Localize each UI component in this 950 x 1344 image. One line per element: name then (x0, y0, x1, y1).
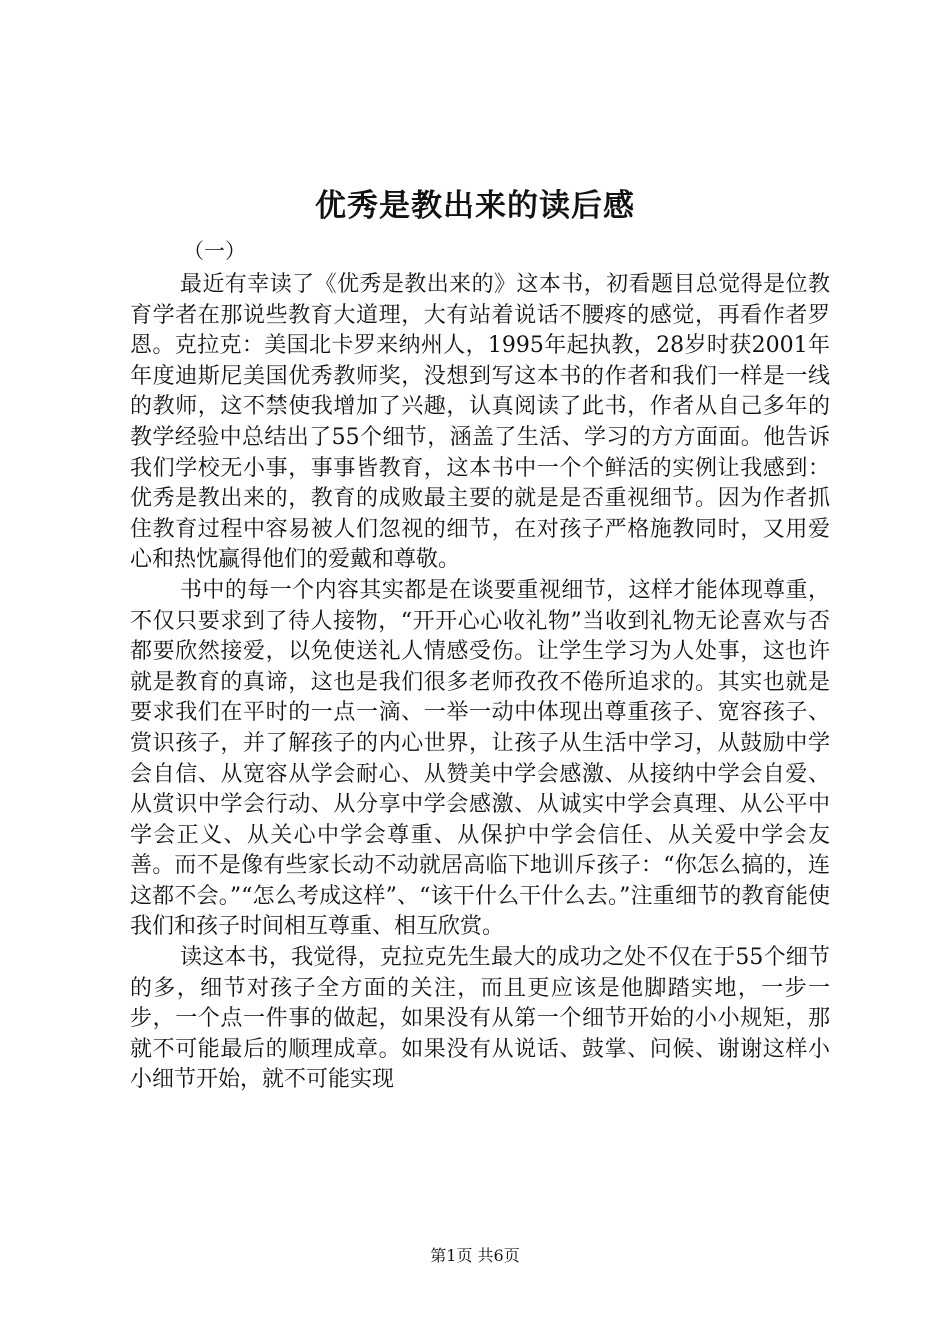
page-number-footer: 第1页 共6页 (430, 1246, 520, 1265)
paragraph-3: 读这本书，我觉得，克拉克先生最大的成功之处不仅在于55个细节的多，细节对孩子全方面的关注，而且更应该是他脚踏实地，一步一步，一个点一件事的做起，如果没有从第一个细节开始的小小规矩，那就不可能最后的顺理成章。如果没有从说话、鼓掌、问候、谢谢这样小小细节开始，就不可能实现 (130, 945, 830, 1093)
paragraph-2: 书中的每一个内容其实都是在谈要重视细节，这样才能体现尊重，不仅只要求到了待人接物，“开开心心收礼物”当收到礼物无论喜欢与否都要欣然接爱，以免使送礼人情感受伤。让学生学习为人处事，这也许就是教育的真谛，这也是我们很多老师孜孜不倦所追求的。其实也就是要求我们在平时的一点一滴、一举一动中体现出尊重孩子、宽容孩子、赏识孩子，并了解孩子的内心世界，让孩子从生活中学习，从鼓励中学会自信、从宽容从学会耐心、从赞美中学会感激、从接纳中学会自爱、从赏识中学会行动、从分享中学会感激、从诚实中学会真理、从公平中学会正义、从关心中学会尊重、从保护中学会信任、从关爱中学会友善。而不是像有些家长动不动就居高临下地训斥孩子：“你怎么搞的，连这都不会。”“怎么考成这样”、“该干什么干什么去。”注重细节的教育能使我们和孩子时间相互尊重、相互欣赏。 (130, 577, 830, 940)
document-body (130, 270, 830, 1096)
document-title: 优秀是教出来的读后感 (315, 188, 635, 224)
paragraph-1: 最近有幸读了《优秀是教出来的》这本书，初看题目总觉得是位教育学者在那说些教育大道理，大有站着说话不腰疼的感觉，再看作者罗恩。克拉克：美国北卡罗来纳州人，1995年起执教，28岁时获2001年年度迪斯尼美国优秀教师奖，没想到写这本书的作者和我们一样是一线的教师，这不禁使我增加了兴趣，认真阅读了此书，作者从自己多年的教学经验中总结出了55个细节，涵盖了生活、学习的方方面面。他告诉我们学校无小事，事事皆教育，这本书中一个个鲜活的实例让我感到：优秀是教出来的，教育的成败最主要的就是是否重视细节。因为作者抓住教育过程中容易被人们忽视的细节，在对孩子严格施教同时，又用爱心和热忱赢得他们的爱戴和尊敬。 (130, 272, 830, 573)
section-marker: （一） (183, 239, 246, 263)
